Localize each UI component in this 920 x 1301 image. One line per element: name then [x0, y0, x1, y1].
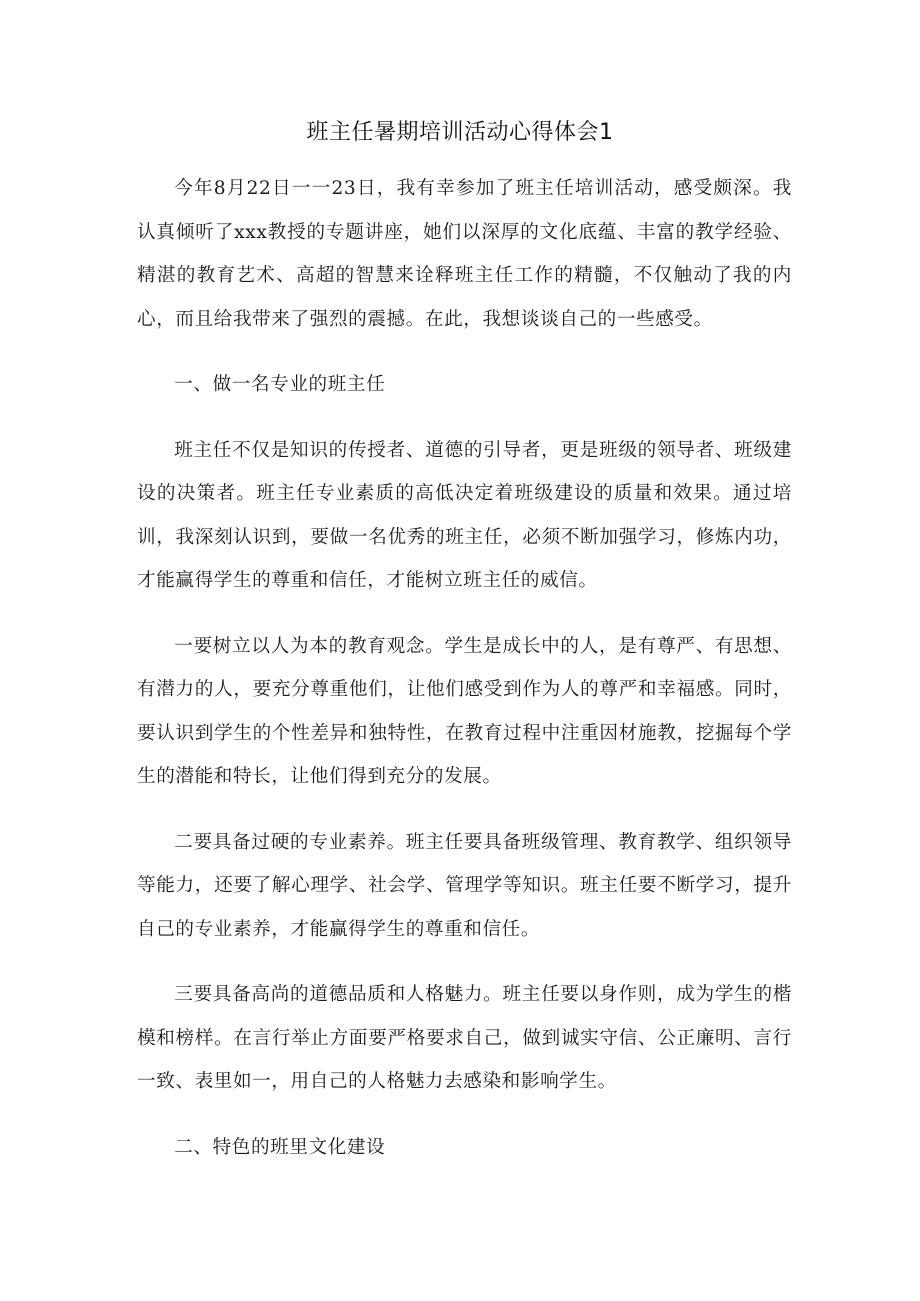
section-heading-2: 二、特色的班里文化建设	[174, 1136, 386, 1158]
paragraph-gap	[137, 1104, 792, 1126]
point-3-paragraph: 三要具备高尚的道德品质和人格魅力。班主任要以身作则，成为学生的楷模和榜样。在言行举止方面要严格要求自己，做到诚实守信、公正廉明、言行一致、表里如一，用自己的人格魅力去感染和影响学生。	[137, 984, 792, 1092]
point-2-paragraph: 二要具备过硬的专业素养。班主任要具备班级管理、教育教学、组织领导等能力，还要了解心理学、社会学、管理学等知识。班主任要不断学习，提升自己的专业素养，才能赢得学生的尊重和信任。	[137, 831, 792, 940]
paragraph-gap	[137, 951, 792, 973]
paragraph-gap	[137, 407, 792, 429]
intro-paragraph: 今年8月22日一一23日，我有幸参加了班主任培训活动，感受颇深。我认真倾听了xxx教授的专题讲座，她们以深厚的文化底蕴、丰富的教学经验、精湛的教育艺术、高超的智慧来诠释班主任工作的精髓，不仅触动了我的内心，而且给我带来了强烈的震撼。在此，我想谈谈自己的一些感受。	[137, 178, 792, 330]
paragraph-gap	[137, 799, 792, 821]
document-title: 班主任暑期培训活动心得体会1	[306, 120, 614, 145]
paragraph-gap	[137, 603, 792, 625]
point-1-paragraph: 一要树立以人为本的教育观念。学生是成长中的人，是有尊严、有思想、有潜力的人，要充分尊重他们，让他们感受到作为人的尊严和幸福感。同时，要认识到学生的个性差异和独特性，在教育过程中注重因材施教，挖掘每个学生的潜能和特长，让他们得到充分的发展。	[137, 635, 792, 787]
paragraph-gap	[137, 341, 792, 363]
section-1-paragraph: 班主任不仅是知识的传授者、道德的引导者，更是班级的领导者、班级建设的决策者。班主任专业素质的高低决定着班级建设的质量和效果。通过培训，我深刻认识到，要做一名优秀的班主任，必须不断加强学习，修炼内功，才能赢得学生的尊重和信任，才能树立班主任的威信。	[137, 439, 792, 591]
document-body	[137, 167, 792, 1169]
section-heading-1: 一、做一名专业的班主任	[174, 374, 386, 395]
